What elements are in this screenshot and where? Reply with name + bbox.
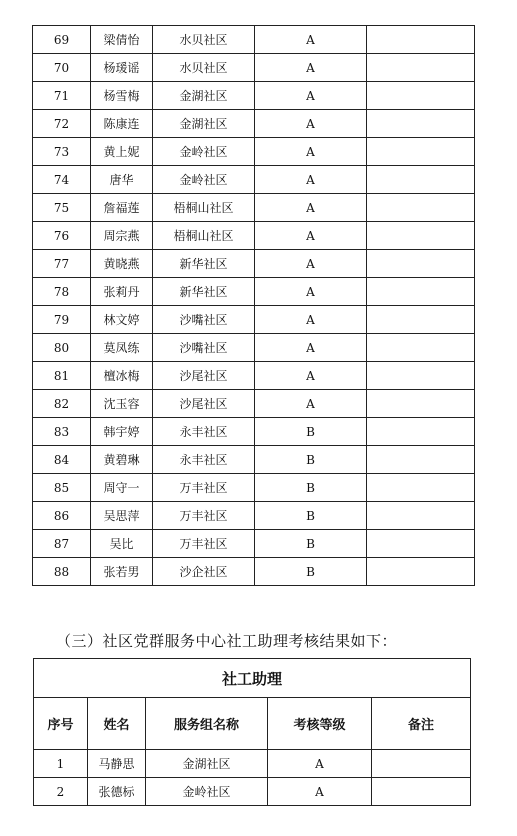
- cell-grade: A: [255, 334, 367, 362]
- table-row: [33, 530, 475, 558]
- assistant-table: [33, 658, 471, 806]
- cell-number: 2: [34, 778, 88, 806]
- cell-name: 檀冰梅: [91, 362, 153, 390]
- cell-number: 84: [33, 446, 91, 474]
- table-row: [33, 446, 475, 474]
- cell-note: [367, 110, 475, 138]
- assistant-table-body: [34, 659, 471, 806]
- header-grade: 考核等级: [268, 698, 372, 750]
- cell-number: 80: [33, 334, 91, 362]
- cell-community: 金岭社区: [146, 778, 268, 806]
- cell-name: 周宗燕: [91, 222, 153, 250]
- cell-name: 吴思萍: [91, 502, 153, 530]
- cell-community: 沙嘴社区: [153, 334, 255, 362]
- cell-note: [367, 26, 475, 54]
- cell-number: 72: [33, 110, 91, 138]
- cell-note: [367, 278, 475, 306]
- cell-note: [367, 334, 475, 362]
- cell-grade: A: [255, 278, 367, 306]
- table-title: 社工助理: [34, 659, 471, 698]
- cell-name: 黄晓燕: [91, 250, 153, 278]
- cell-grade: A: [255, 138, 367, 166]
- header-no: 序号: [34, 698, 88, 750]
- cell-name: 詹福莲: [91, 194, 153, 222]
- cell-name: 杨瑗谣: [91, 54, 153, 82]
- cell-number: 79: [33, 306, 91, 334]
- cell-note: [367, 362, 475, 390]
- cell-number: 69: [33, 26, 91, 54]
- assessment-table-continued: [32, 25, 475, 586]
- cell-community: 水贝社区: [153, 54, 255, 82]
- cell-community: 金湖社区: [153, 82, 255, 110]
- cell-name: 杨雪梅: [91, 82, 153, 110]
- cell-number: 76: [33, 222, 91, 250]
- cell-note: [367, 222, 475, 250]
- cell-number: 88: [33, 558, 91, 586]
- cell-community: 金湖社区: [146, 750, 268, 778]
- cell-name: 张德标: [88, 778, 146, 806]
- cell-community: 金岭社区: [153, 138, 255, 166]
- cell-grade: A: [255, 390, 367, 418]
- cell-name: 林文婷: [91, 306, 153, 334]
- cell-grade: B: [255, 530, 367, 558]
- cell-name: 马静思: [88, 750, 146, 778]
- cell-name: 周守一: [91, 474, 153, 502]
- cell-community: 万丰社区: [153, 530, 255, 558]
- cell-number: 73: [33, 138, 91, 166]
- cell-grade: A: [255, 222, 367, 250]
- cell-grade: A: [255, 54, 367, 82]
- cell-name: 张若男: [91, 558, 153, 586]
- cell-name: 沈玉容: [91, 390, 153, 418]
- cell-number: 1: [34, 750, 88, 778]
- cell-community: 永丰社区: [153, 446, 255, 474]
- cell-number: 70: [33, 54, 91, 82]
- table-row: [33, 306, 475, 334]
- cell-grade: A: [255, 250, 367, 278]
- table-row: [33, 110, 475, 138]
- cell-note: [372, 750, 471, 778]
- cell-number: 75: [33, 194, 91, 222]
- cell-note: [367, 418, 475, 446]
- cell-note: [367, 138, 475, 166]
- cell-grade: A: [255, 110, 367, 138]
- cell-name: 梁倩怡: [91, 26, 153, 54]
- cell-community: 金岭社区: [153, 166, 255, 194]
- cell-note: [367, 82, 475, 110]
- cell-number: 81: [33, 362, 91, 390]
- table-row: [33, 474, 475, 502]
- cell-note: [367, 502, 475, 530]
- cell-note: [367, 390, 475, 418]
- cell-community: 沙嘴社区: [153, 306, 255, 334]
- table-row: [33, 194, 475, 222]
- cell-grade: A: [255, 26, 367, 54]
- cell-grade: A: [255, 82, 367, 110]
- cell-community: 梧桐山社区: [153, 194, 255, 222]
- cell-community: 沙企社区: [153, 558, 255, 586]
- cell-grade: B: [255, 446, 367, 474]
- cell-grade: A: [255, 306, 367, 334]
- table-row: [33, 334, 475, 362]
- cell-community: 新华社区: [153, 278, 255, 306]
- cell-community: 新华社区: [153, 250, 255, 278]
- table-row: [33, 502, 475, 530]
- cell-grade: B: [255, 418, 367, 446]
- cell-grade: A: [255, 194, 367, 222]
- cell-note: [367, 250, 475, 278]
- cell-note: [367, 530, 475, 558]
- table-row: [34, 778, 471, 806]
- table-row: [33, 82, 475, 110]
- table-row: [33, 278, 475, 306]
- table-row: [33, 558, 475, 586]
- cell-community: 金湖社区: [153, 110, 255, 138]
- cell-number: 85: [33, 474, 91, 502]
- cell-name: 莫凤练: [91, 334, 153, 362]
- cell-number: 74: [33, 166, 91, 194]
- table-header-row: [34, 698, 471, 750]
- cell-note: [367, 306, 475, 334]
- cell-name: 张莉丹: [91, 278, 153, 306]
- cell-note: [367, 558, 475, 586]
- cell-number: 83: [33, 418, 91, 446]
- cell-name: 黄碧琳: [91, 446, 153, 474]
- cell-number: 86: [33, 502, 91, 530]
- cell-community: 万丰社区: [153, 502, 255, 530]
- table-row: [33, 362, 475, 390]
- cell-grade: B: [255, 502, 367, 530]
- cell-community: 沙尾社区: [153, 390, 255, 418]
- cell-community: 梧桐山社区: [153, 222, 255, 250]
- cell-community: 万丰社区: [153, 474, 255, 502]
- table-row: [33, 418, 475, 446]
- cell-community: 水贝社区: [153, 26, 255, 54]
- cell-note: [367, 194, 475, 222]
- header-name: 姓名: [88, 698, 146, 750]
- header-note: 备注: [372, 698, 471, 750]
- table-row: [34, 750, 471, 778]
- table-row: [33, 54, 475, 82]
- cell-note: [367, 54, 475, 82]
- cell-community: 永丰社区: [153, 418, 255, 446]
- cell-grade: A: [268, 750, 372, 778]
- table-row: [33, 250, 475, 278]
- cell-number: 71: [33, 82, 91, 110]
- cell-note: [367, 446, 475, 474]
- cell-note: [372, 778, 471, 806]
- cell-name: 吴比: [91, 530, 153, 558]
- cell-grade: A: [268, 778, 372, 806]
- cell-note: [367, 474, 475, 502]
- table-title-row: [34, 659, 471, 698]
- cell-number: 87: [33, 530, 91, 558]
- cell-grade: A: [255, 166, 367, 194]
- cell-grade: A: [255, 362, 367, 390]
- cell-grade: B: [255, 474, 367, 502]
- section-heading: （三）社区党群服务中心社工助理考核结果如下：: [56, 632, 398, 650]
- table-row: [33, 222, 475, 250]
- cell-number: 82: [33, 390, 91, 418]
- table-row: [33, 166, 475, 194]
- cell-name: 陈康连: [91, 110, 153, 138]
- cell-community: 沙尾社区: [153, 362, 255, 390]
- cell-name: 唐华: [91, 166, 153, 194]
- table-row: [33, 390, 475, 418]
- cell-note: [367, 166, 475, 194]
- header-service-group: 服务组名称: [146, 698, 268, 750]
- table-row: [33, 26, 475, 54]
- cell-name: 韩宇婷: [91, 418, 153, 446]
- cell-name: 黄上妮: [91, 138, 153, 166]
- table-row: [33, 138, 475, 166]
- assessment-table-body: [33, 26, 475, 586]
- cell-grade: B: [255, 558, 367, 586]
- cell-number: 77: [33, 250, 91, 278]
- cell-number: 78: [33, 278, 91, 306]
